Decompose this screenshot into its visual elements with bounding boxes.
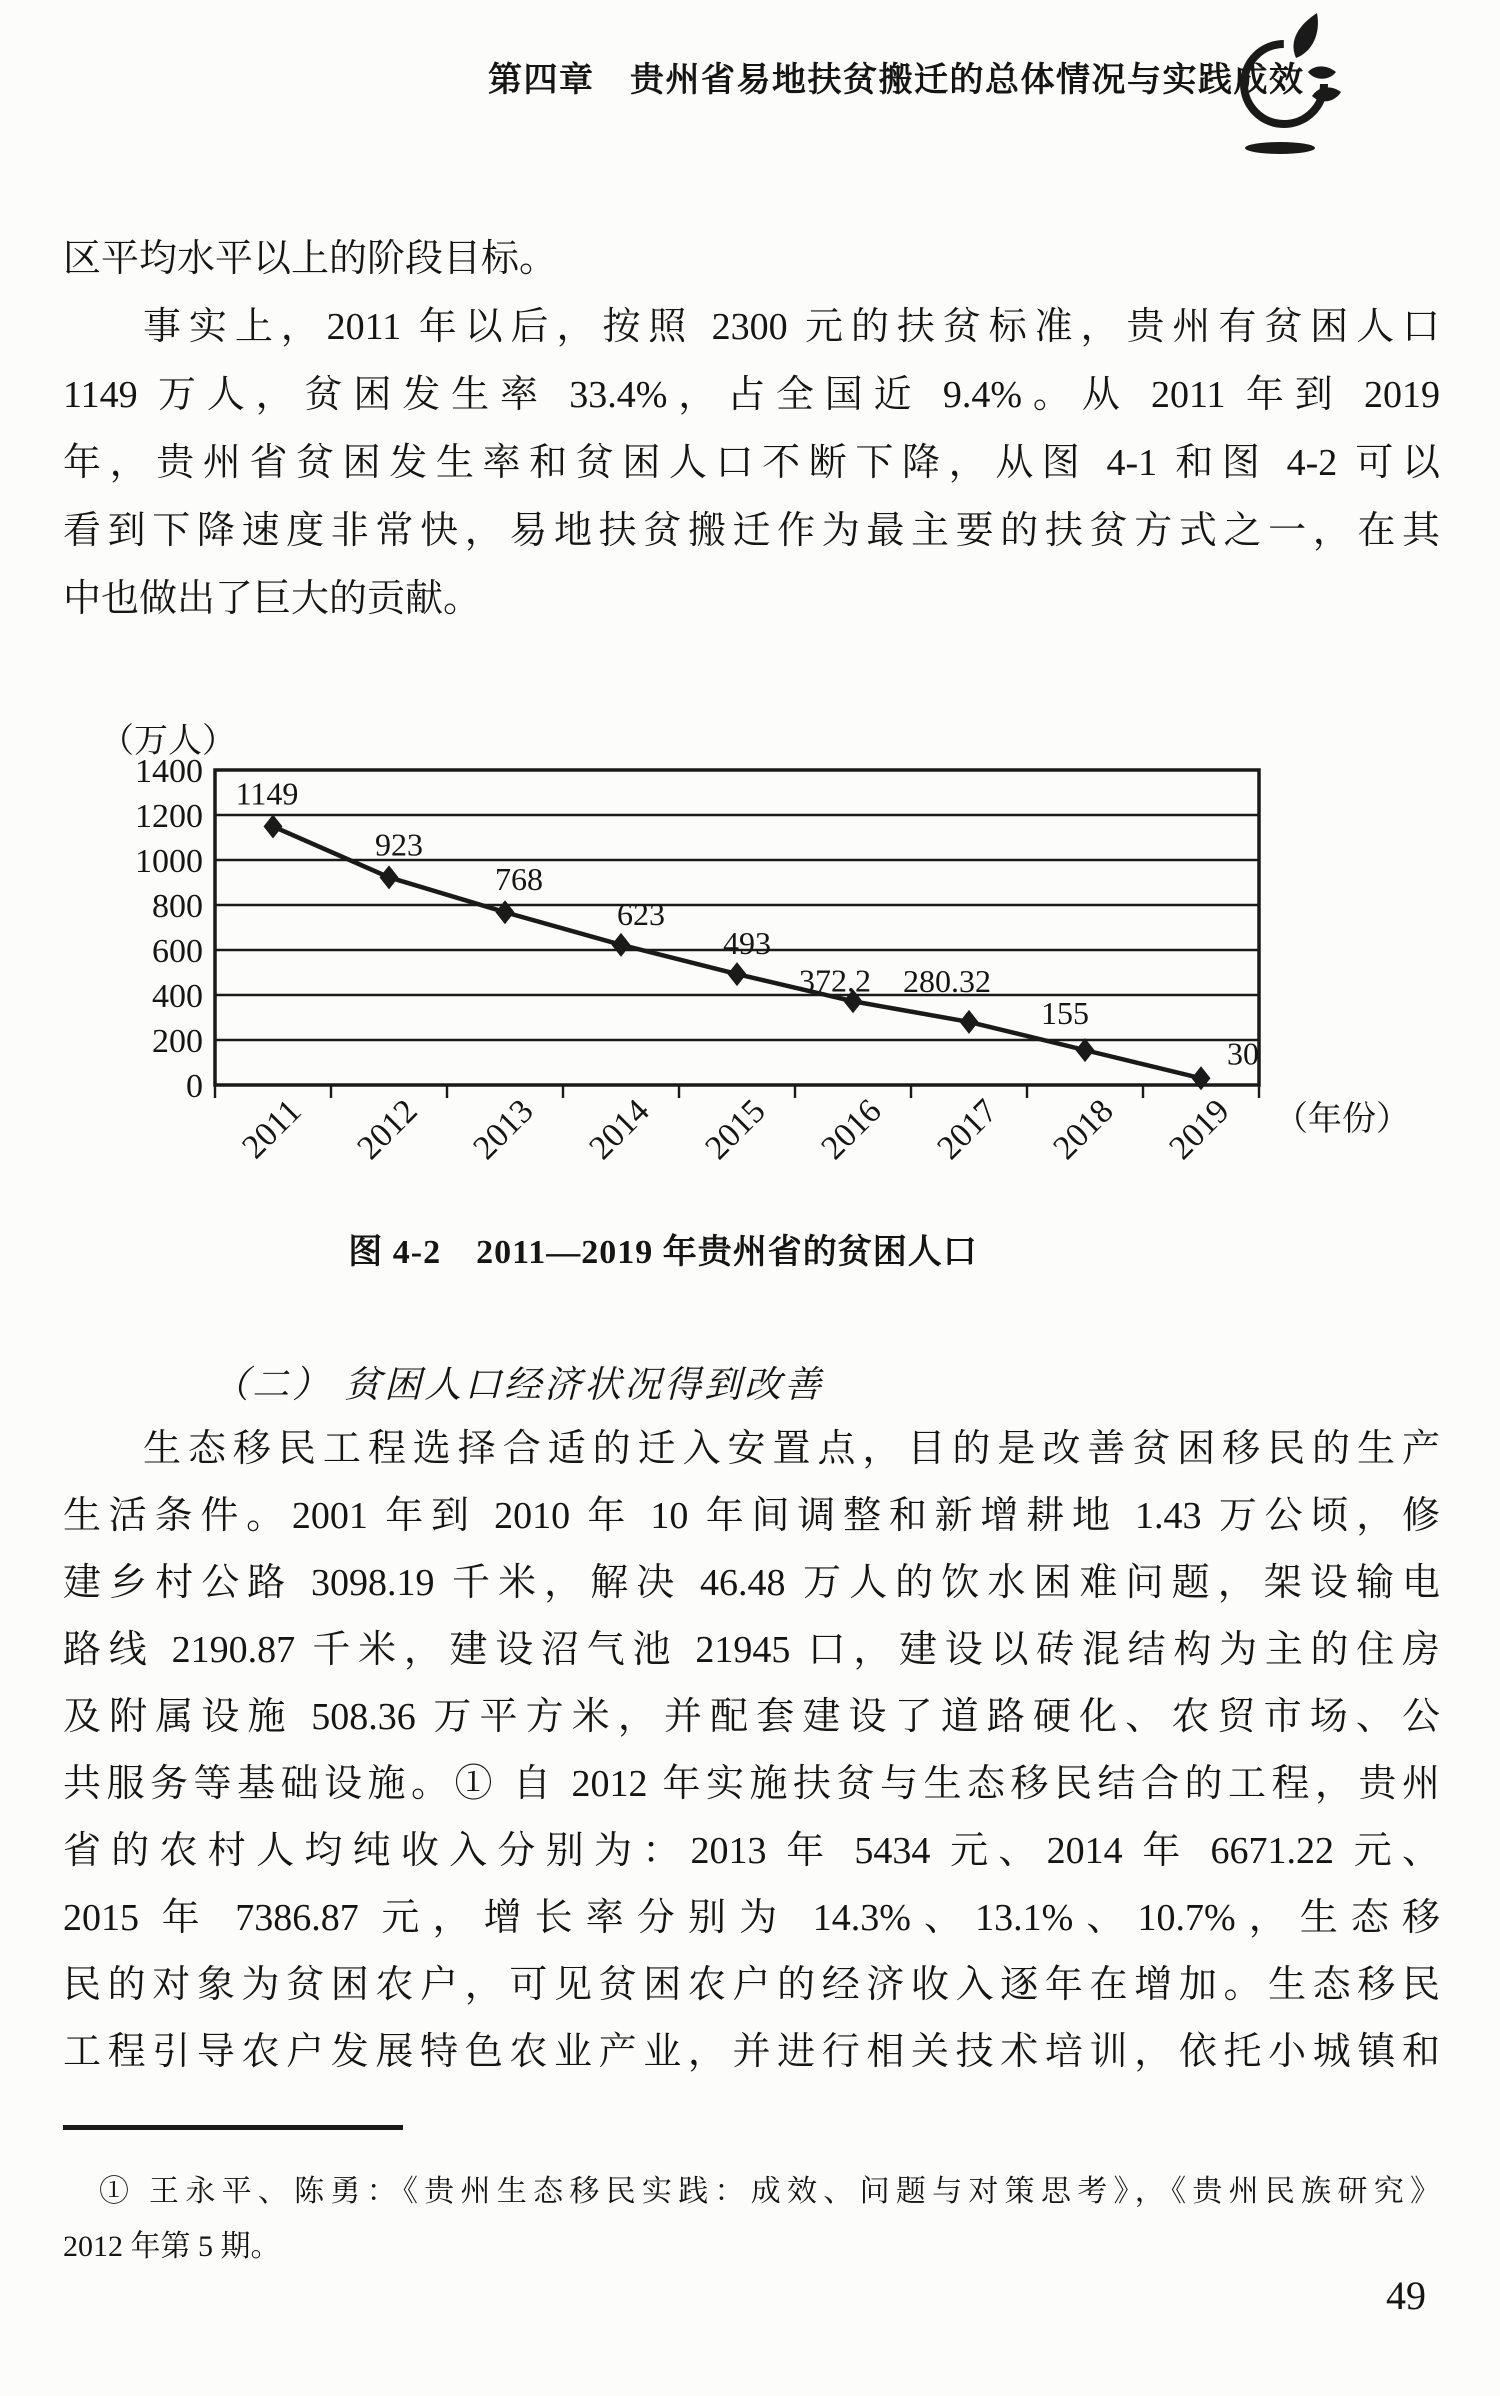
- svg-text:372.2: 372.2: [799, 962, 871, 999]
- body-line: 中也做出了巨大的贡献。: [63, 578, 482, 620]
- body-line: 事实上，2011 年以后，按照 2300 元的扶贫标准，贵州有贫困人口: [143, 306, 1440, 348]
- svg-text:2019: 2019: [1162, 1092, 1237, 1167]
- svg-text:2013: 2013: [466, 1092, 541, 1167]
- body-line: 2015 年 7386.87 元，增长率分别为 14.3%、13.1%、10.7%，生态移: [63, 1897, 1440, 1939]
- leaf-shape: [1293, 13, 1317, 58]
- svg-text:2018: 2018: [1046, 1092, 1121, 1167]
- svg-text:600: 600: [152, 933, 203, 970]
- body-line: 及附属设施 508.36 万平方米，并配套建设了道路硬化、农贸市场、公: [63, 1696, 1440, 1738]
- body-line: 民的对象为贫困农户，可见贫困农户的经济收入逐年在增加。生态移民: [63, 1964, 1440, 2006]
- body-line: 生态移民工程选择合适的迁入安置点，目的是改善贫困移民的生产: [143, 1428, 1440, 1470]
- svg-text:1149: 1149: [235, 775, 299, 812]
- svg-text:493: 493: [723, 925, 771, 962]
- footnote-line: ① 王永平、陈勇：《贵州生态移民实践：成效、问题与对策思考》，《贵州民族研究》: [99, 2175, 1440, 2208]
- body-line: 建乡村公路 3098.19 千米，解决 46.48 万人的饮水困难问题，架设输电: [63, 1562, 1440, 1604]
- figure-caption: 图 4-2 2011—2019 年贵州省的贫困人口: [348, 1234, 978, 1271]
- svg-text:2011: 2011: [235, 1092, 309, 1166]
- body-line: 1149 万人，贫困发生率 33.4%，占全国近 9.4%。从 2011 年到 2019: [63, 374, 1440, 416]
- body-line: 路线 2190.87 千米，建设沼气池 21945 口，建设以砖混结构为主的住房: [63, 1629, 1440, 1671]
- x-axis-labels: [235, 1092, 1410, 1166]
- ink-smudge: [1245, 142, 1315, 154]
- svg-text:923: 923: [375, 826, 423, 863]
- page-number: 49: [1386, 2273, 1426, 2318]
- chapter-header: 第四章 贵州省易地扶贫搬迁的总体情况与实践成效: [488, 62, 1305, 99]
- svg-text:400: 400: [152, 978, 203, 1015]
- body-line: 省的农村人均纯收入分别为：2013 年 5434 元、2014 年 6671.22 元、: [63, 1830, 1440, 1872]
- body-line: 年，贵州省贫困发生率和贫困人口不断下降，从图 4-1 和图 4-2 可以: [63, 442, 1440, 484]
- svg-text:280.32: 280.32: [903, 962, 991, 999]
- section-heading: （二） 贫困人口经济状况得到改善: [212, 1365, 825, 1406]
- footnote-divider: [63, 2125, 403, 2130]
- svg-text:2012: 2012: [350, 1092, 425, 1167]
- svg-text:0: 0: [186, 1068, 203, 1105]
- svg-text:（万人）: （万人）: [100, 723, 236, 760]
- svg-text:1400: 1400: [135, 753, 203, 790]
- body-line: 生活条件。2001 年到 2010 年 10 年间调整和新增耕地 1.43 万公顷，修: [63, 1495, 1440, 1537]
- svg-text:2016: 2016: [814, 1092, 889, 1167]
- footnote-line: 2012 年第 5 期。: [63, 2230, 281, 2263]
- svg-text:1000: 1000: [135, 843, 203, 880]
- leaf-shape: [1308, 66, 1336, 78]
- svg-text:2014: 2014: [582, 1092, 657, 1167]
- svg-text:623: 623: [617, 895, 665, 932]
- svg-text:2017: 2017: [930, 1092, 1005, 1167]
- svg-text:155: 155: [1041, 995, 1089, 1032]
- body-line: 共服务等基础设施。① 自 2012 年实施扶贫与生态移民结合的工程，贵州: [63, 1763, 1440, 1805]
- svg-text:（年份）: （年份）: [1274, 1101, 1410, 1138]
- crescent-moon-shape: [1244, 44, 1324, 124]
- svg-text:768: 768: [495, 861, 543, 898]
- svg-text:200: 200: [152, 1023, 203, 1060]
- svg-text:800: 800: [152, 888, 203, 925]
- moon-leaf-ornament: [1222, 10, 1362, 155]
- body-line: 工程引导农户发展特色农业产业，并进行相关技术培训，依托小城镇和: [63, 2031, 1440, 2073]
- svg-text:30: 30: [1227, 1035, 1259, 1072]
- svg-text:1200: 1200: [135, 798, 203, 835]
- body-line: 看到下降速度非常快，易地扶贫搬迁作为最主要的扶贫方式之一，在其: [63, 510, 1440, 552]
- body-line: 区平均水平以上的阶段目标。: [63, 238, 558, 280]
- svg-text:2015: 2015: [698, 1092, 773, 1167]
- leaf-shape: [1312, 87, 1341, 101]
- line-chart: [0, 690, 1500, 1190]
